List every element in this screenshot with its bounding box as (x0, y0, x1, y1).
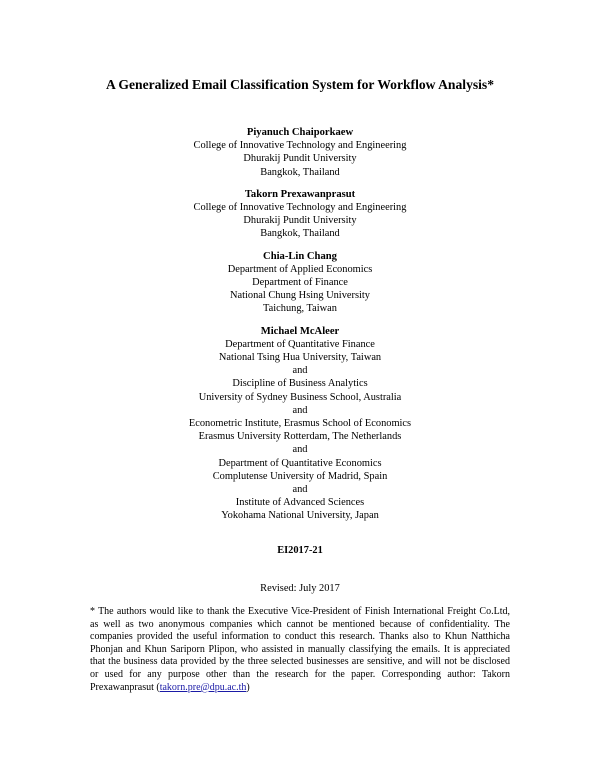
author-block (0, 250, 600, 316)
author-list (0, 126, 600, 532)
author-name: Piyanuch Chaiporkaew (246, 127, 354, 138)
author-name: Michael McAleer (260, 325, 340, 337)
affiliation-line: and (292, 404, 308, 416)
acknowledgement-footnote (90, 606, 510, 694)
affiliation-line: Dhurakij Pundit University (243, 153, 357, 165)
affiliation-line: National Chung Hsing University (230, 290, 370, 302)
affiliation-line: Department of Quantitative Finance (225, 338, 375, 350)
affiliation-line: College of Innovative Technology and Engineering (193, 140, 407, 152)
affiliation-line: College of Innovative Technology and Engineering (193, 202, 407, 214)
affiliation-line: and (292, 365, 308, 377)
affiliation-line: and (292, 484, 308, 496)
affiliation-line: Econometric Institute, Erasmus School of Economics (188, 418, 412, 430)
affiliation-line: National Tsing Hua University, Taiwan (218, 352, 382, 364)
report-number: EI2017-21 (277, 545, 323, 556)
affiliation-line: Dhurakij Pundit University (243, 215, 357, 227)
footnote-last-line (90, 682, 510, 695)
author-block (0, 325, 600, 523)
affiliation-line: Bangkok, Thailand (260, 166, 340, 178)
affiliation-line: Yokohama National University, Japan (221, 510, 379, 522)
author-block (0, 126, 600, 179)
author-name: Chia-Lin Chang (263, 250, 337, 262)
author-block (0, 188, 600, 241)
footnote-line: that the business data provided by the three selected businesses are sensitive, and will not be disclosed (90, 656, 510, 668)
corresponding-email-link[interactable]: takorn.pre@dpu.ac.th (159, 681, 247, 693)
footnote-text: ) (246, 681, 250, 693)
affiliation-line: Erasmus University Rotterdam, The Netherlands (198, 431, 402, 443)
affiliation-line: University of Sydney Business School, Australia (198, 391, 402, 403)
footnote-line: * The authors would like to thank the Executive Vice-President of Finish International Freight Co.Ltd, (90, 606, 510, 617)
footnote-line: or used for any purpose other than the research for the paper. Corresponding author: Takorn (90, 668, 510, 680)
affiliation-line: Institute of Advanced Sciences (235, 497, 365, 509)
affiliation-line: Department of Finance (252, 277, 348, 289)
author-name: Takorn Prexawanprasut (244, 188, 356, 200)
affiliation-line: Department of Quantitative Economics (218, 457, 382, 469)
affiliation-line: Complutense University of Madrid, Spain (212, 470, 388, 482)
affiliation-line: Taichung, Taiwan (263, 303, 337, 315)
footnote-line: companies provided the useful information to conduct this research. Thanks also to Khun Natthicha (90, 631, 510, 643)
footnote-line: as well as two anonymous companies which cannot be mentioned because of confidentiality. The (90, 618, 510, 630)
revision-date: Revised: July 2017 (260, 583, 340, 594)
affiliation-line: Department of Applied Economics (227, 263, 373, 275)
affiliation-line: and (292, 444, 308, 456)
affiliation-line: Discipline of Business Analytics (232, 378, 368, 390)
footnote-line: Phonjan and Khun Sariporn Plipon, who assisted in manually classifying the emails. It is appreciated (90, 643, 510, 655)
paper-title: A Generalized Email Classification System for Workflow Analysis* (105, 77, 495, 92)
footnote-text: Prexawanprasut ( (90, 681, 160, 693)
affiliation-line: Bangkok, Thailand (260, 228, 340, 240)
